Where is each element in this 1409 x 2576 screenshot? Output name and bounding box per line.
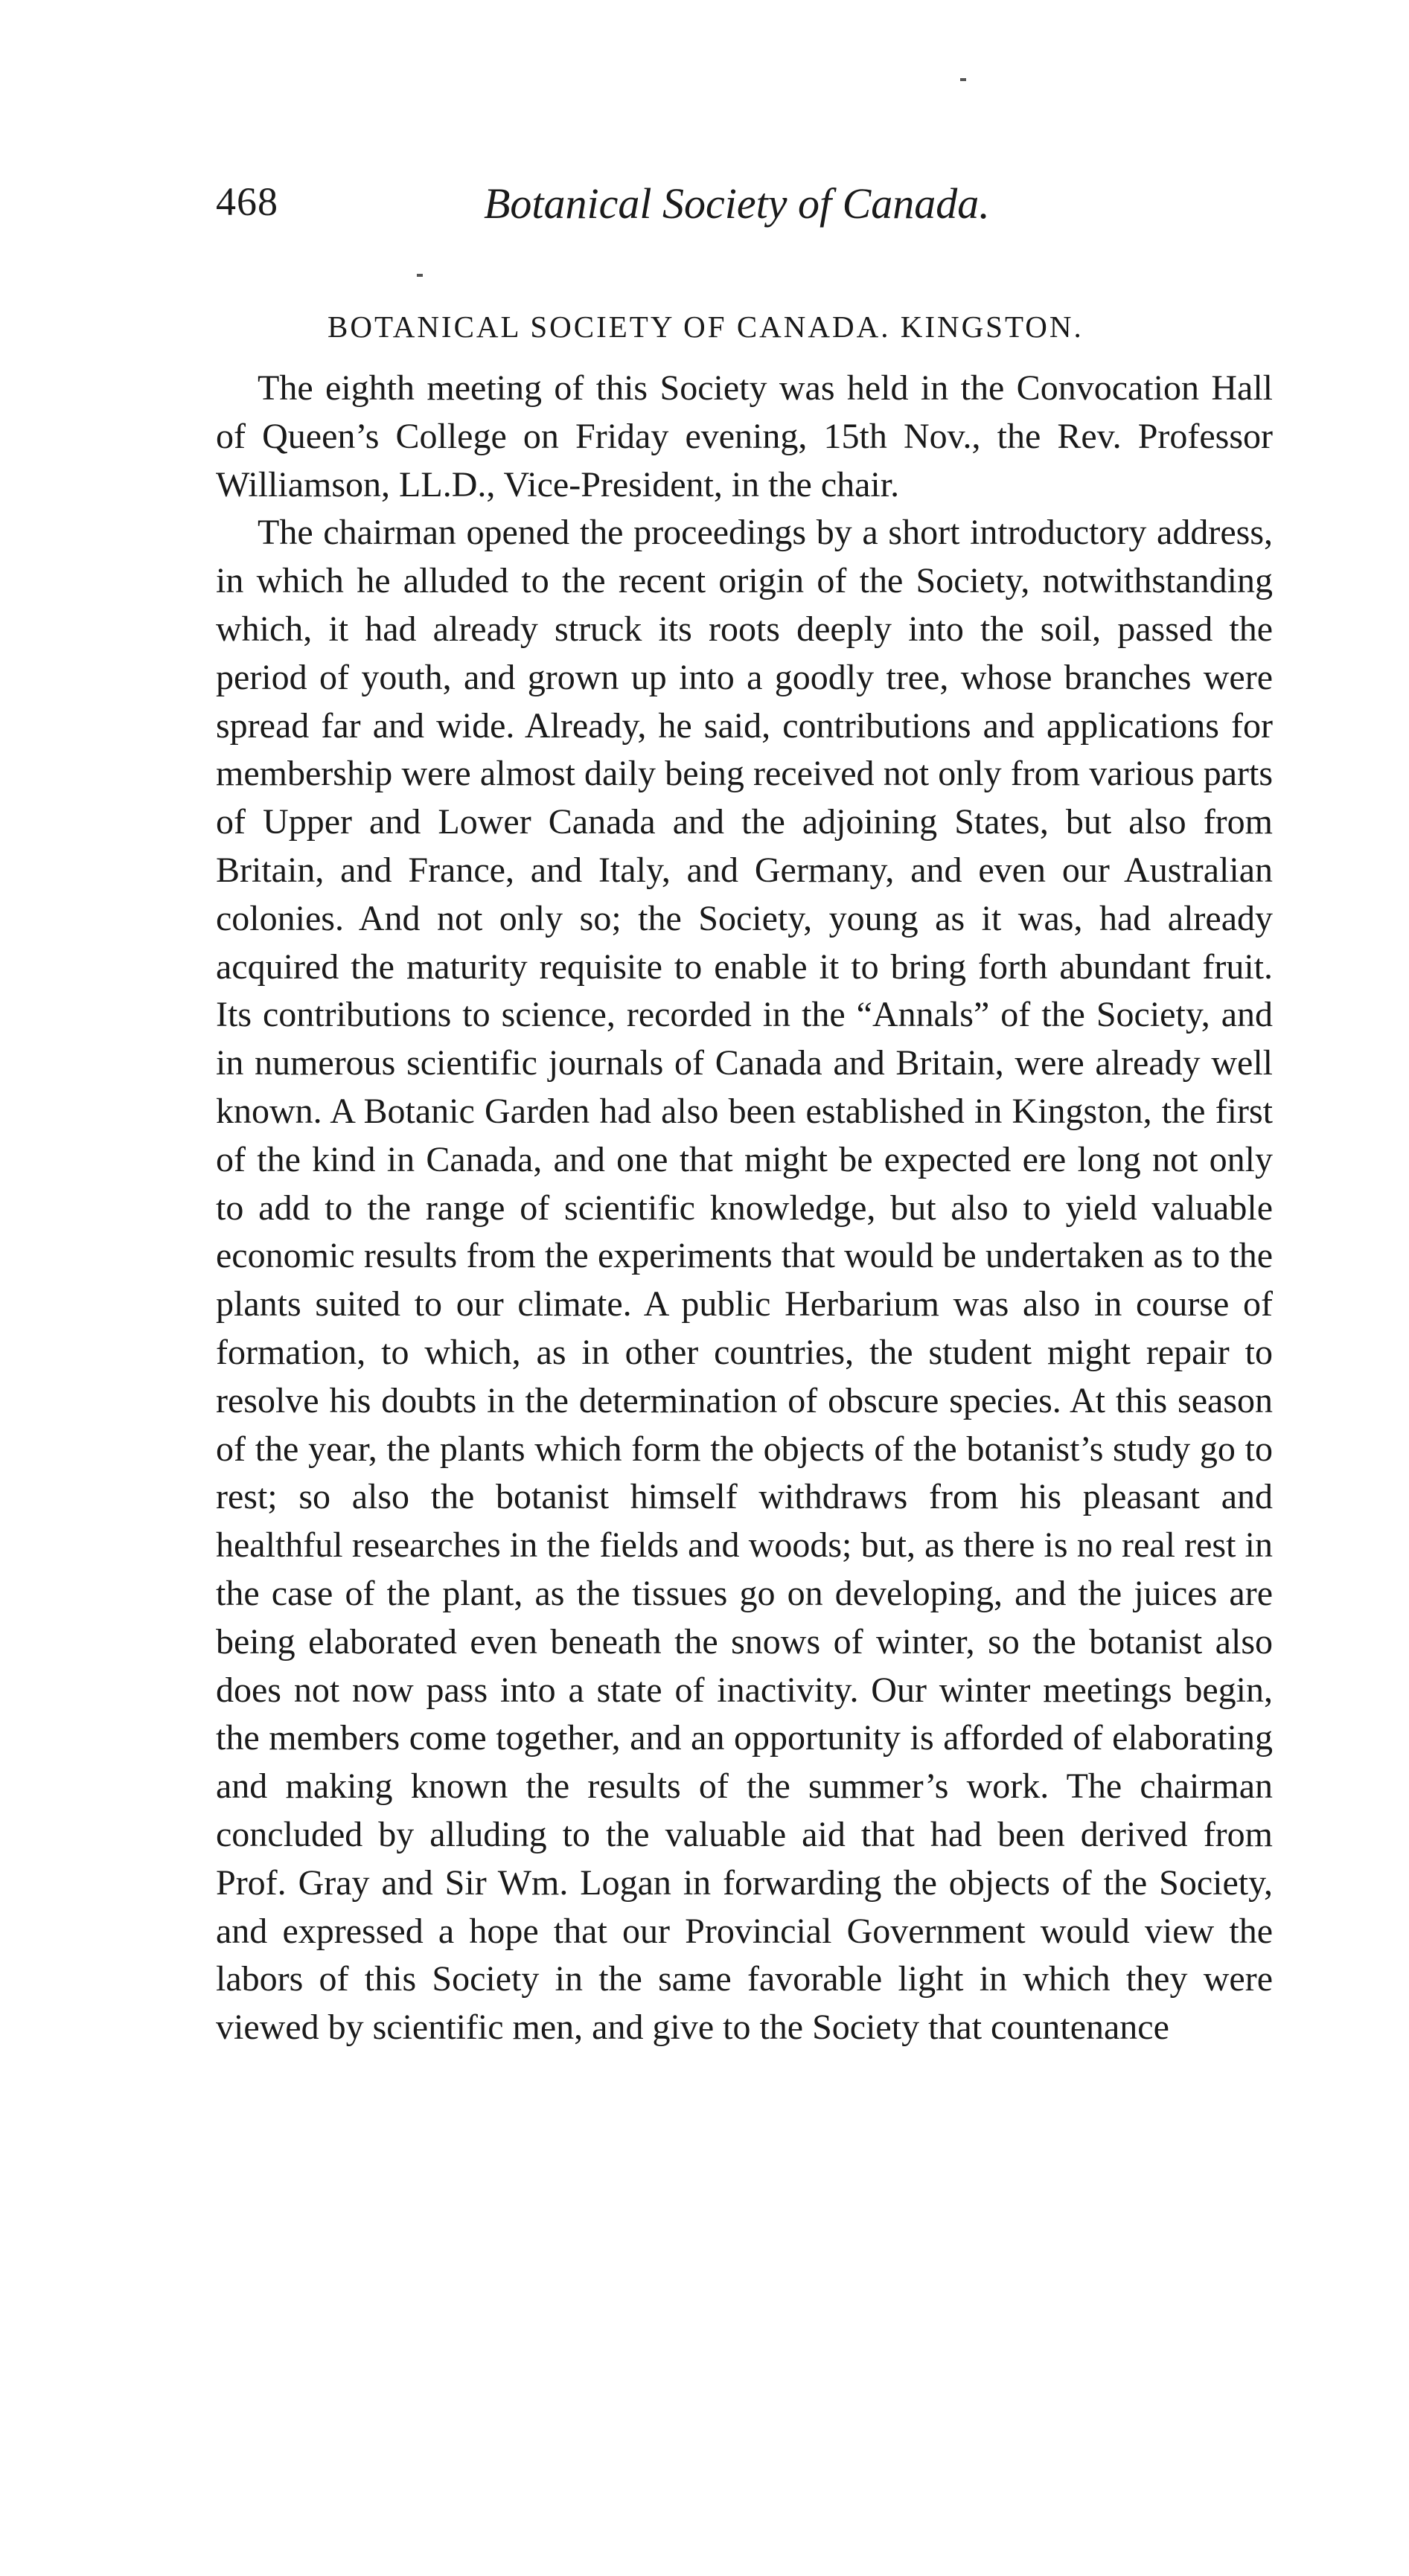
print-speck xyxy=(960,78,966,81)
page-header xyxy=(216,179,1377,238)
paragraph-meeting-intro: The eighth meeting of this Society was held in the Convocation Hall of Queen’s College on Friday evening, 15th Nov., the Rev. Professor Williamson, LL.D., Vice-President, in the chair. xyxy=(216,368,1273,504)
page-number: 468 xyxy=(216,179,278,224)
paragraph-chairman-address: The chairman opened the proceedings by a short introductory address, in which he alluded to the recent origin of the Society, notwithstanding which, it had already struck its roots deeply into the soil, passed the period of youth, and grown up into a goodly tree, whose branches were spread far and wide. Already, he said, contributions and applications for membership were almost daily being received not only from various parts of Upper and Lower Canada and the adjoining States, but also from Britain, and France, and Italy, and Germany, and even our Australian colonies. And not only so; the Society, young as it was, had already acquired the maturity requisite to enable it to bring forth abundant fruit. Its contributions to science, recorded in the “Annals” of the Society, and in numerous scientific journals of Canada and Britain, were already well known. A Botanic Garden had also been established in Kingston, the first of the kind in Canada, and one that might be expected ere long not only to add to the range of scientific knowledge, but also to yield valuable economic results from the experiments that would be undertaken as to the plants suited to our climate. A public Herbarium was also in course of formation, to which, as in other countries, the student might repair to resolve his doubts in the determination of obscure species. At this season of the year, the plants which form the objects of the botanist’s study go to rest; so also the botanist himself withdraws from his pleasant and healthful researches in the fields and woods; but, as there is no real rest in the case of the plant, as the tissues go on developing, and the juices are being elaborated even beneath the snows of winter, so the botanist also does not now pass into a state of inactivity. Our winter meetings begin, the members come together, and an opportunity is afforded of elaborating and making known the results of the summer’s work. The chairman concluded by alluding to the valuable aid that had been derived from Prof. Gray and Sir Wm. Logan in forwarding the objects of the Society, and expressed a hope that our Provincial Government would view the labors of this Society in the same favorable light in which they were viewed by scientific men, and give to the Society that countenance xyxy=(216,513,1273,2048)
article-heading: BOTANICAL SOCIETY OF CANADA. KINGSTON. xyxy=(328,310,1084,344)
article-body xyxy=(216,365,1273,2052)
print-speck xyxy=(417,274,423,277)
running-title: Botanical Society of Canada. xyxy=(484,179,990,228)
